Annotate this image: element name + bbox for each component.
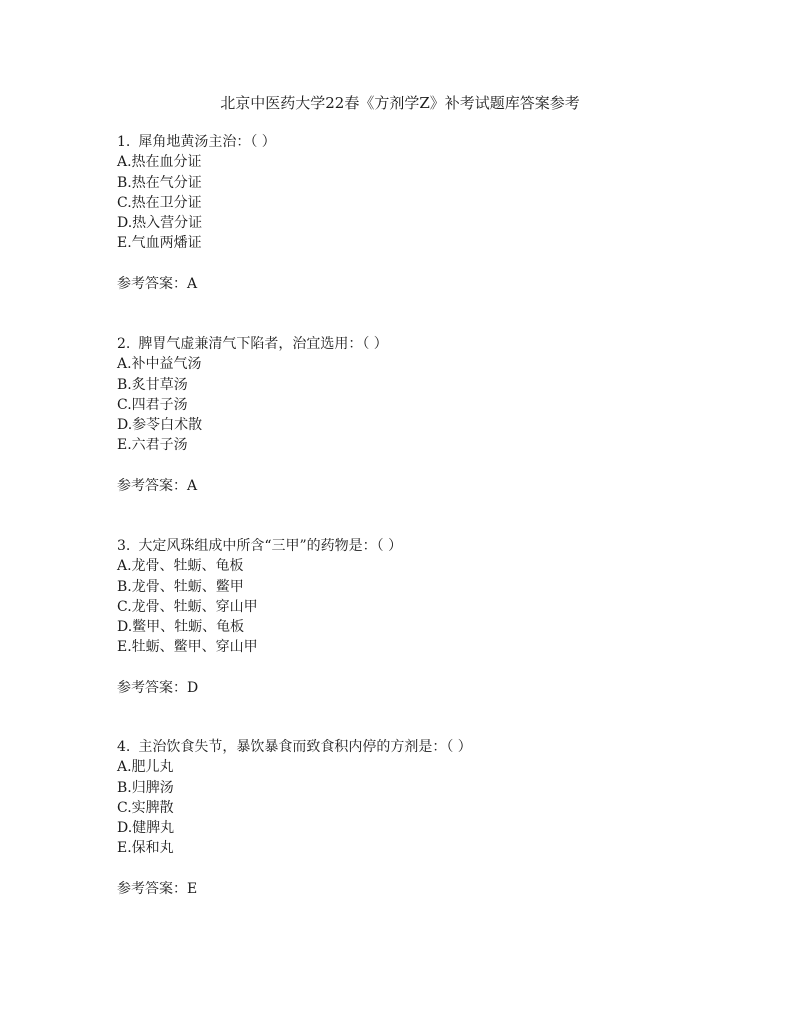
answer-value: E xyxy=(187,880,198,897)
question-stem xyxy=(117,536,737,556)
option-c: C.热在卫分证 xyxy=(117,194,202,211)
question-stem xyxy=(117,334,737,354)
answer-label: 参考答案： xyxy=(117,275,187,292)
option-a: A.肥儿丸 xyxy=(117,759,174,776)
option-b: B.热在气分证 xyxy=(117,174,202,191)
answer-label: 参考答案： xyxy=(117,679,187,696)
option-e: E.保和丸 xyxy=(117,840,174,857)
reference-answer xyxy=(117,476,737,496)
question-text: 犀角地黄汤主治：（ ） xyxy=(138,134,276,150)
answer-label: 参考答案： xyxy=(117,880,187,897)
answer-value: A xyxy=(187,275,198,292)
question-stem xyxy=(117,737,737,757)
answer-label: 参考答案： xyxy=(117,477,187,494)
option-e: E.气血两燔证 xyxy=(117,235,202,252)
document-title: 北京中医药大学22春《方剂学Z》补考试题库答案参考 xyxy=(220,94,580,112)
question-number: 2. xyxy=(117,336,131,352)
question-text: 脾胃气虚兼清气下陷者，治宜选用：（ ） xyxy=(138,336,388,352)
answer-value: A xyxy=(187,477,198,494)
option-b: B.归脾汤 xyxy=(117,779,174,796)
option-a: A.补中益气汤 xyxy=(117,356,202,373)
option-b: B.炙甘草汤 xyxy=(117,376,188,393)
option-c: C.龙骨、牡蛎、穿山甲 xyxy=(117,598,258,615)
option-e: E.牡蛎、鳖甲、穿山甲 xyxy=(117,639,258,656)
question-text: 主治饮食失节，暴饮暴食而致食积内停的方剂是：（ ） xyxy=(138,739,472,755)
question-text: 大定风珠组成中所含“三甲”的药物是：（ ） xyxy=(138,538,403,554)
option-d: D.鳖甲、牡蛎、龟板 xyxy=(117,619,245,636)
option-d: D.健脾丸 xyxy=(117,820,175,837)
option-c: C.实脾散 xyxy=(117,799,174,816)
question-3 xyxy=(117,536,737,698)
option-d: D.参苓白术散 xyxy=(117,417,203,434)
option-d: D.热入营分证 xyxy=(117,215,203,232)
answer-value: D xyxy=(187,679,199,696)
reference-answer xyxy=(117,879,737,899)
question-number: 3. xyxy=(117,538,131,554)
option-e: E.六君子汤 xyxy=(117,437,188,454)
question-1 xyxy=(117,132,737,294)
question-number: 4. xyxy=(117,739,131,755)
option-a: A.热在血分证 xyxy=(117,154,202,171)
question-4 xyxy=(117,737,737,899)
question-number: 1. xyxy=(117,134,131,150)
question-2 xyxy=(117,334,737,496)
option-b: B.龙骨、牡蛎、鳖甲 xyxy=(117,578,244,595)
option-c: C.四君子汤 xyxy=(117,396,188,413)
reference-answer xyxy=(117,274,737,294)
reference-answer xyxy=(117,678,737,698)
option-a: A.龙骨、牡蛎、龟板 xyxy=(117,558,244,575)
question-stem xyxy=(117,132,737,152)
